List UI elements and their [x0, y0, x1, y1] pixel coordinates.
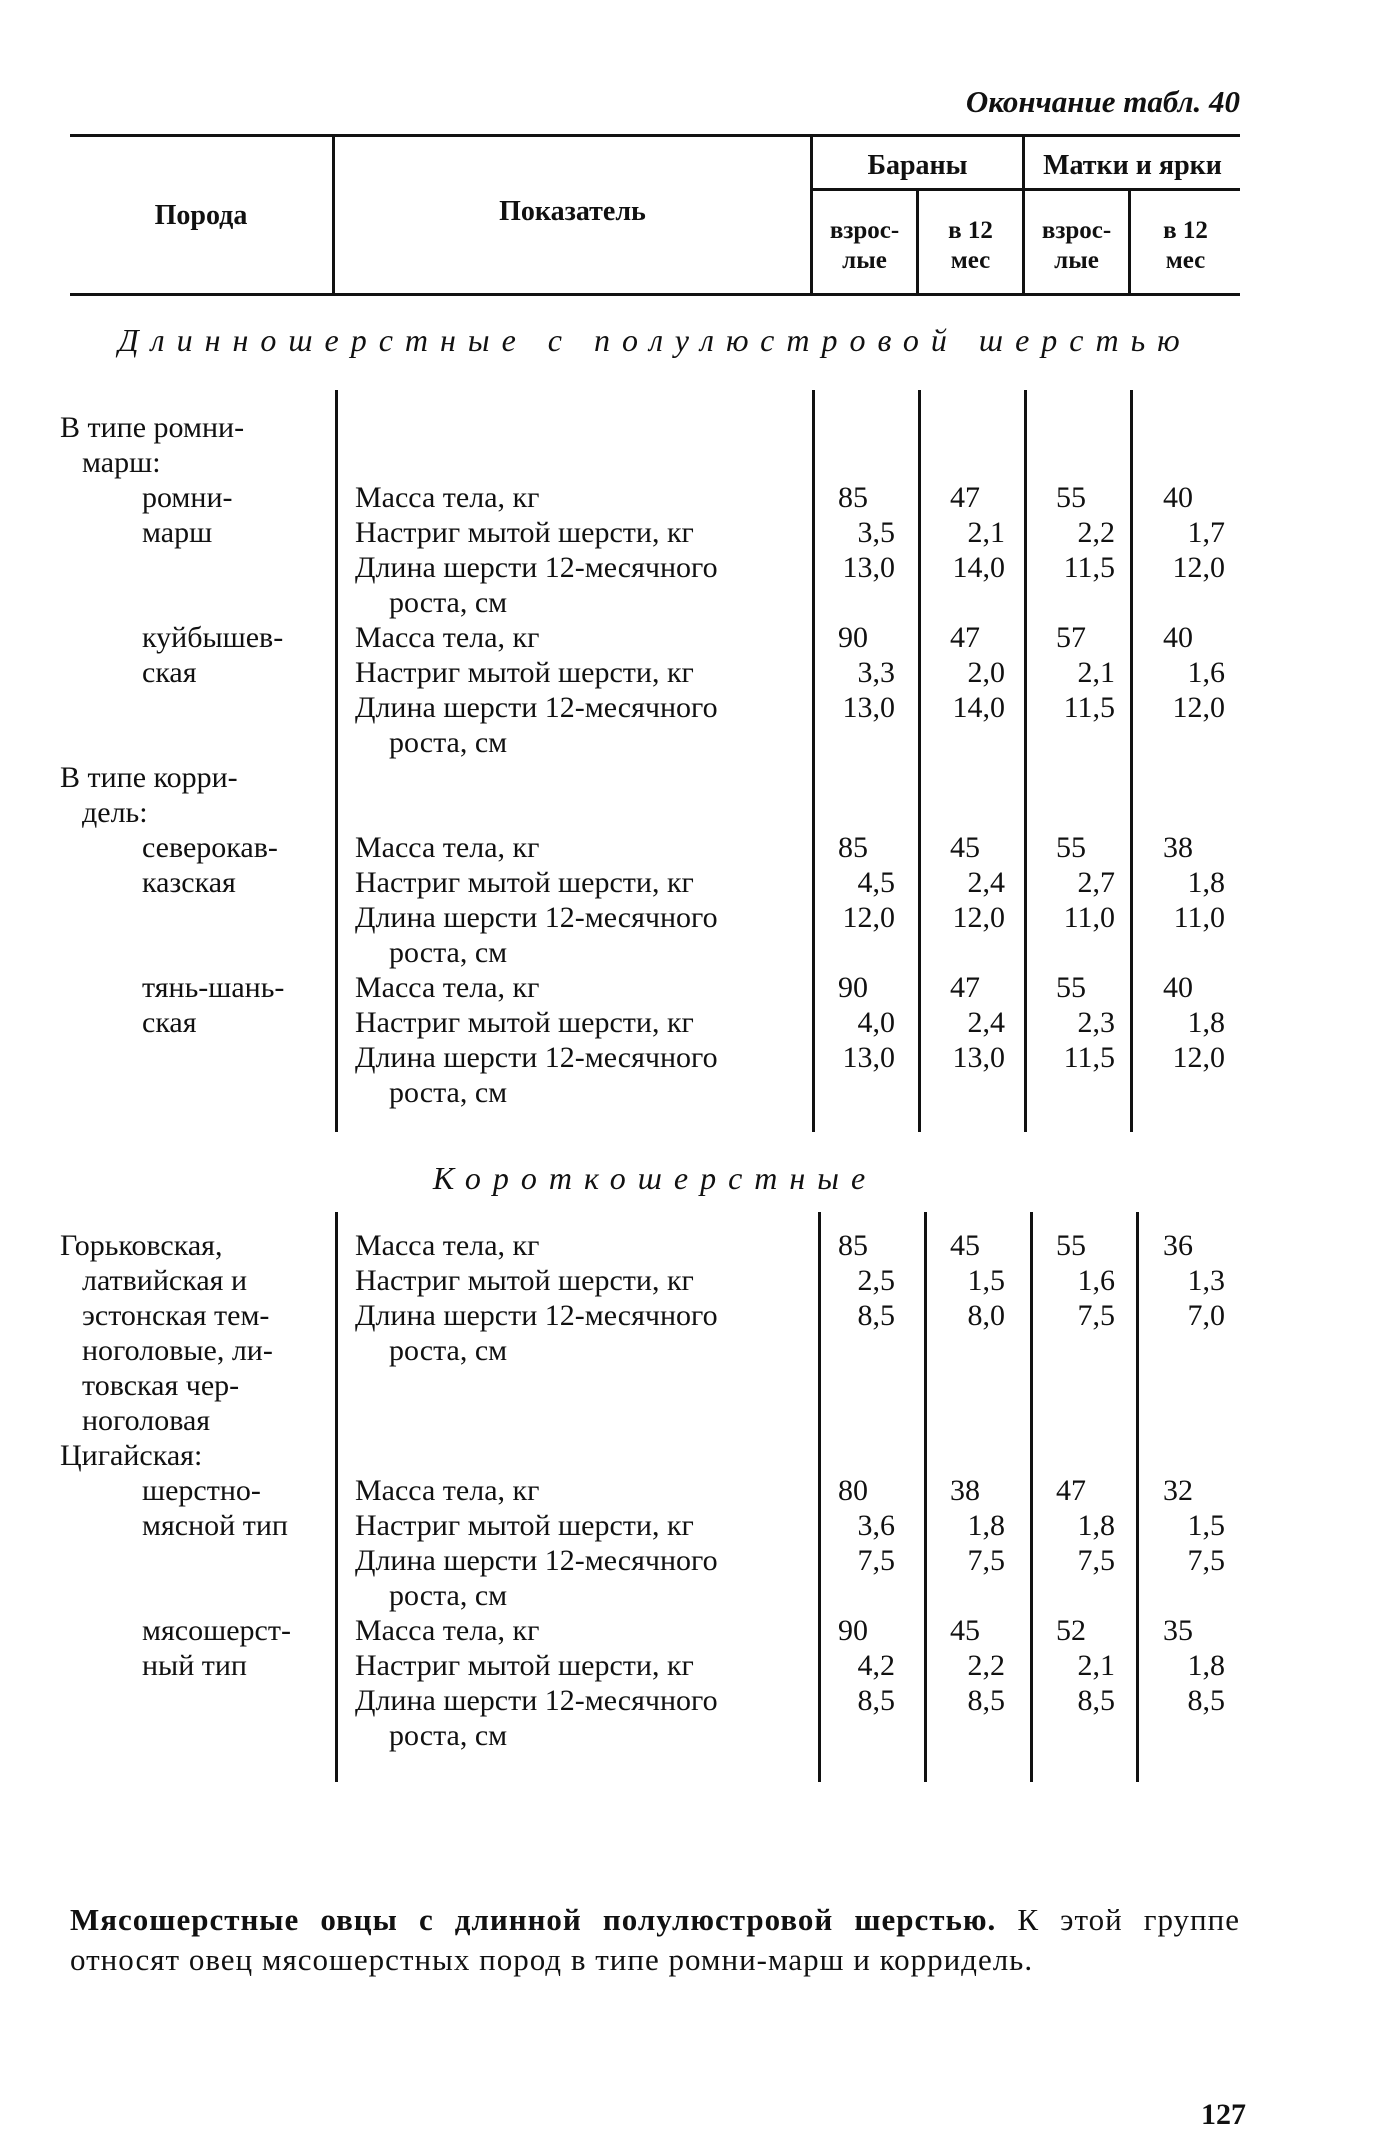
value-cell: 1,8 [967, 1509, 1005, 1542]
indicator-cell: Длина шерсти 12-месячного [355, 551, 718, 584]
breed-cell: В типе ромни- [60, 411, 245, 444]
indicator-cell: Масса тела, кг [355, 971, 540, 1004]
value-cell: 7,5 [857, 1544, 895, 1577]
table-row [60, 725, 1250, 760]
breed-cell: эстонская тем- [82, 1299, 270, 1332]
table-row [60, 900, 1250, 935]
value-cell: 8,5 [967, 1684, 1005, 1717]
table-row [60, 585, 1250, 620]
indicator-cell: Длина шерсти 12-месячного [355, 691, 718, 724]
table-row [60, 1005, 1250, 1040]
value-cell: 11,5 [1063, 1041, 1115, 1074]
breed-cell: тянь-шань- [142, 971, 285, 1004]
value-cell: 40 [1163, 621, 1193, 654]
value-cell: 2,4 [967, 1006, 1005, 1039]
breed-cell: ноголовая [82, 1404, 211, 1437]
value-cell: 1,8 [1187, 1006, 1225, 1039]
value-cell: 80 [838, 1474, 868, 1507]
breed-cell: ская [142, 1006, 197, 1039]
table-row [60, 1040, 1250, 1075]
indicator-cell: Масса тела, кг [355, 1474, 540, 1507]
indicator-cell: Масса тела, кг [355, 1229, 540, 1262]
table-row [60, 690, 1250, 725]
value-cell: 2,1 [1077, 1649, 1115, 1682]
table-row [60, 480, 1250, 515]
value-cell: 47 [950, 621, 980, 654]
value-cell: 3,5 [857, 516, 895, 549]
value-cell: 2,4 [967, 866, 1005, 899]
indicator-cell: Настриг мытой шерсти, кг [355, 516, 694, 549]
breed-cell: мясошерст- [142, 1614, 291, 1647]
header-breed: Порода [154, 200, 248, 231]
paragraph-lead: Мясошерстные овцы с длинной полулюстровой шерстью. [70, 1902, 997, 1937]
header-mid-rule [810, 188, 1240, 191]
indicator-cell: Масса тела, кг [355, 621, 540, 654]
value-cell: 2,1 [967, 516, 1005, 549]
value-cell: 4,2 [857, 1649, 895, 1682]
value-cell: 85 [838, 831, 868, 864]
table-body-long-wool [60, 410, 1250, 1110]
value-cell: 47 [950, 971, 980, 1004]
table-row [60, 1403, 1250, 1438]
table-row [60, 1613, 1250, 1648]
table-row [60, 1368, 1250, 1403]
value-cell: 55 [1056, 481, 1086, 514]
indicator-cell: Длина шерсти 12-месячного [355, 1544, 718, 1577]
value-cell: 2,5 [857, 1264, 895, 1297]
value-cell: 12,0 [1172, 691, 1225, 724]
value-cell: 4,5 [857, 866, 895, 899]
breed-cell: ромни- [142, 481, 233, 514]
table-row [60, 1718, 1250, 1753]
table-row [60, 1438, 1250, 1473]
table-row [60, 1298, 1250, 1333]
table-row [60, 1333, 1250, 1368]
value-cell: 7,5 [967, 1544, 1005, 1577]
indicator-cell: Настриг мытой шерсти, кг [355, 866, 694, 899]
value-cell: 7,0 [1187, 1299, 1225, 1332]
header-rams: Бараны [867, 150, 968, 181]
value-cell: 45 [950, 831, 980, 864]
indicator-cell: Масса тела, кг [355, 481, 540, 514]
table-row [60, 970, 1250, 1005]
breed-cell: дель: [82, 796, 148, 829]
value-cell: 47 [1056, 1474, 1086, 1507]
table-body-short-wool [60, 1228, 1250, 1753]
indicator-cell: роста, см [389, 726, 508, 759]
breed-cell: казская [142, 866, 236, 899]
indicator-cell: роста, см [389, 1076, 508, 1109]
indicator-cell: Длина шерсти 12-месячного [355, 901, 718, 934]
value-cell: 12,0 [952, 901, 1005, 934]
value-cell: 8,0 [967, 1299, 1005, 1332]
value-cell: 85 [838, 1229, 868, 1262]
breed-cell: Цигайская: [60, 1439, 203, 1472]
indicator-cell: Длина шерсти 12-месячного [355, 1684, 718, 1717]
value-cell: 36 [1163, 1229, 1193, 1262]
table-row [60, 550, 1250, 585]
value-cell: 32 [1163, 1474, 1193, 1507]
value-cell: 8,5 [857, 1299, 895, 1332]
value-cell: 1,6 [1077, 1264, 1115, 1297]
page-number: 127 [1201, 2098, 1246, 2131]
value-cell: 40 [1163, 481, 1193, 514]
value-cell: 57 [1056, 621, 1086, 654]
table-row [60, 760, 1250, 795]
header-rams-adult: взрос- лые [829, 217, 900, 274]
value-cell: 1,6 [1187, 656, 1225, 689]
indicator-cell: Настриг мытой шерсти, кг [355, 1649, 694, 1682]
indicator-cell: Длина шерсти 12-месячного [355, 1299, 718, 1332]
indicator-cell: Длина шерсти 12-месячного [355, 1041, 718, 1074]
value-cell: 2,1 [1077, 656, 1115, 689]
value-cell: 11,5 [1063, 691, 1115, 724]
table-caption: Окончание табл. 40 [965, 84, 1240, 119]
value-cell: 38 [950, 1474, 980, 1507]
value-cell: 13,0 [952, 1041, 1005, 1074]
breed-cell: марш: [82, 446, 161, 479]
breed-cell: мясной тип [142, 1509, 288, 1542]
table-row [60, 1263, 1250, 1298]
breed-cell: шерстно- [142, 1474, 261, 1507]
section-title-short-wool: Короткошерстные [432, 1160, 878, 1196]
breed-cell: ноголовые, ли- [82, 1334, 273, 1367]
value-cell: 45 [950, 1614, 980, 1647]
table-row [60, 1578, 1250, 1613]
value-cell: 2,7 [1077, 866, 1115, 899]
breed-cell: В типе корри- [60, 761, 238, 794]
value-cell: 90 [838, 971, 868, 1004]
table-row [60, 445, 1250, 480]
header-ewes-adult: взрос- лые [1041, 217, 1112, 274]
value-cell: 12,0 [842, 901, 895, 934]
value-cell: 35 [1163, 1614, 1193, 1647]
value-cell: 12,0 [1172, 551, 1225, 584]
table-row [60, 1543, 1250, 1578]
indicator-cell: роста, см [389, 1334, 508, 1367]
value-cell: 1,8 [1187, 1649, 1225, 1682]
table-row [60, 1473, 1250, 1508]
breed-cell: северокав- [142, 831, 278, 864]
breed-cell: ская [142, 656, 197, 689]
value-cell: 47 [950, 481, 980, 514]
indicator-cell: роста, см [389, 936, 508, 969]
value-cell: 11,0 [1173, 901, 1225, 934]
value-cell: 2,2 [1077, 516, 1115, 549]
value-cell: 85 [838, 481, 868, 514]
value-cell: 40 [1163, 971, 1193, 1004]
indicator-cell: Настриг мытой шерсти, кг [355, 1006, 694, 1039]
value-cell: 8,5 [1187, 1684, 1225, 1717]
indicator-cell: Настриг мытой шерсти, кг [355, 1509, 694, 1542]
table-row [60, 1075, 1250, 1110]
breed-cell: товская чер- [82, 1369, 240, 1402]
indicator-cell: роста, см [389, 586, 508, 619]
value-cell: 13,0 [842, 551, 895, 584]
table-row [60, 1228, 1250, 1263]
table-row [60, 1683, 1250, 1718]
table-row [60, 830, 1250, 865]
value-cell: 1,5 [967, 1264, 1005, 1297]
table-row [60, 1508, 1250, 1543]
value-cell: 14,0 [952, 551, 1005, 584]
value-cell: 7,5 [1187, 1544, 1225, 1577]
value-cell: 4,0 [857, 1006, 895, 1039]
value-cell: 90 [838, 1614, 868, 1647]
value-cell: 13,0 [842, 691, 895, 724]
table-row [60, 515, 1250, 550]
value-cell: 2,2 [967, 1649, 1005, 1682]
body-paragraph [70, 1900, 1240, 1980]
breed-cell: марш [142, 516, 213, 549]
value-cell: 45 [950, 1229, 980, 1262]
table-row [60, 410, 1250, 445]
indicator-cell: роста, см [389, 1579, 508, 1612]
value-cell: 90 [838, 621, 868, 654]
value-cell: 14,0 [952, 691, 1005, 724]
value-cell: 3,3 [857, 656, 895, 689]
value-cell: 1,3 [1187, 1264, 1225, 1297]
value-cell: 1,8 [1077, 1509, 1115, 1542]
indicator-cell: роста, см [389, 1719, 508, 1752]
indicator-cell: Настриг мытой шерсти, кг [355, 1264, 694, 1297]
value-cell: 11,5 [1063, 551, 1115, 584]
value-cell: 55 [1056, 971, 1086, 1004]
table-row [60, 655, 1250, 690]
value-cell: 3,6 [857, 1509, 895, 1542]
indicator-cell: Масса тела, кг [355, 1614, 540, 1647]
value-cell: 11,0 [1063, 901, 1115, 934]
indicator-cell: Настриг мытой шерсти, кг [355, 656, 694, 689]
value-cell: 7,5 [1077, 1544, 1115, 1577]
value-cell: 1,7 [1187, 516, 1225, 549]
table-row [60, 620, 1250, 655]
value-cell: 2,0 [967, 656, 1005, 689]
breed-cell: Горьковская, [60, 1229, 223, 1262]
table-row [60, 865, 1250, 900]
header-indicator: Показатель [499, 196, 646, 227]
breed-cell: куйбышев- [142, 621, 284, 654]
header-ewes-12m: в 12 мес [1163, 217, 1208, 274]
value-cell: 1,8 [1187, 866, 1225, 899]
header-rams-12m: в 12 мес [948, 217, 993, 274]
value-cell: 12,0 [1172, 1041, 1225, 1074]
section-title-long-wool: Длинношерстные с полулюстровой шерстью [118, 322, 1192, 358]
value-cell: 55 [1056, 831, 1086, 864]
value-cell: 7,5 [1077, 1299, 1115, 1332]
table-row [60, 795, 1250, 830]
value-cell: 8,5 [1077, 1684, 1115, 1717]
table-row [60, 1648, 1250, 1683]
header-ewes: Матки и ярки [1043, 150, 1222, 181]
header-bottom-rule [70, 293, 1240, 296]
value-cell: 55 [1056, 1229, 1086, 1262]
value-cell: 13,0 [842, 1041, 895, 1074]
breed-cell: латвийская и [82, 1264, 247, 1297]
indicator-cell: Масса тела, кг [355, 831, 540, 864]
paragraph-text: К этой группе относят овец мясошерстных пород в типе ромни-марш и корридель. [70, 1902, 1240, 1977]
breed-cell: ный тип [142, 1649, 247, 1682]
value-cell: 52 [1056, 1614, 1086, 1647]
value-cell: 2,3 [1077, 1006, 1115, 1039]
value-cell: 38 [1163, 831, 1193, 864]
value-cell: 1,5 [1187, 1509, 1225, 1542]
table-row [60, 935, 1250, 970]
value-cell: 8,5 [857, 1684, 895, 1717]
header-top-rule [70, 134, 1240, 137]
